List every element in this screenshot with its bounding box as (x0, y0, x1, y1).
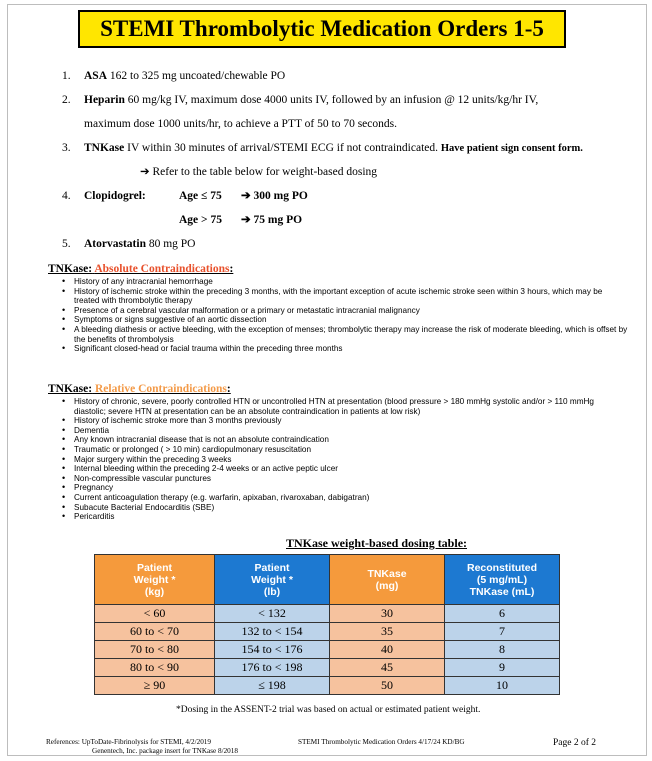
table-row (95, 605, 560, 623)
cell-weight-kg: ≥ 90 (95, 677, 215, 695)
order-tnkase (62, 141, 632, 180)
heading-title: Absolute Contraindications (94, 263, 230, 275)
cell-weight-lb: < 132 (215, 605, 330, 623)
relative-contraindications (48, 383, 628, 522)
reference-2: Genentech, Inc. package insert for TNKase 8/2018 (92, 746, 238, 755)
order-number: 4. (62, 190, 71, 202)
contraindication-item: • Traumatic or prolonged ( > 10 min) cardiopulmonary resuscitation (48, 445, 628, 455)
cell-weight-lb: 154 to < 176 (215, 641, 330, 659)
relative-list (48, 397, 628, 522)
cell-reconstituted-ml: 8 (445, 641, 560, 659)
order-atorvastatin (62, 237, 632, 252)
contraindication-item: • Dementia (48, 426, 628, 436)
cell-weight-kg: 60 to < 70 (95, 623, 215, 641)
footer-references (46, 738, 238, 755)
order-number: 2. (62, 94, 71, 106)
consent-note: Have patient sign consent form. (440, 143, 583, 154)
heading-prefix: TNKase: (48, 383, 93, 395)
cell-tnkase-mg: 45 (330, 659, 445, 677)
header-weight-kg: Patient Weight * (kg) (95, 555, 215, 605)
dosing-table-title: TNKase weight-based dosing table: (286, 536, 468, 550)
cell-weight-kg: < 60 (95, 605, 215, 623)
cell-weight-kg: 80 to < 90 (95, 659, 215, 677)
order-drug-name: TNKase (84, 142, 125, 154)
order-text: IV within 30 minutes of arrival/STEMI ECG if not contraindicated. (124, 142, 441, 154)
absolute-list (48, 277, 628, 354)
contraindication-item: • Pericarditis (48, 512, 628, 522)
cell-weight-lb: ≤ 198 (215, 677, 330, 695)
order-clopidogrel (62, 189, 632, 228)
page-title: STEMI Thrombolytic Medication Orders 1-5 (78, 10, 566, 48)
table-row (95, 659, 560, 677)
header-reconstituted-ml: Reconstituted (5 mg/mL) TNKase (mL) (445, 555, 560, 605)
contraindication-item: • History of any intracranial hemorrhage (48, 277, 628, 287)
document-page (7, 4, 647, 756)
cell-tnkase-mg: 35 (330, 623, 445, 641)
absolute-heading (48, 263, 628, 276)
order-number: 3. (62, 142, 71, 154)
table-row (95, 623, 560, 641)
contraindication-item: • Major surgery within the preceding 3 weeks (48, 455, 628, 465)
reference-1: References: UpToDate-Fibrinolysis for STEMI, 4/2/2019 (46, 738, 211, 746)
contraindication-item: • Subacute Bacterial Endocarditis (SBE) (48, 503, 628, 513)
relative-heading (48, 383, 628, 396)
cell-reconstituted-ml: 6 (445, 605, 560, 623)
order-text: 80 mg PO (145, 238, 196, 250)
contraindication-item: • Internal bleeding within the preceding 2-4 weeks or an active peptic ulcer (48, 464, 628, 474)
table-row (95, 677, 560, 695)
orders-list (62, 69, 632, 252)
cell-weight-kg: 70 to < 80 (95, 641, 215, 659)
order-asa (62, 69, 632, 84)
contraindication-item: • History of ischemic stroke within the preceding 3 months, with the important exception of acute ischemic stroke seen within 3 hours, which may be treated with thrombolytic therapy (48, 287, 628, 306)
cell-reconstituted-ml: 10 (445, 677, 560, 695)
cell-reconstituted-ml: 7 (445, 623, 560, 641)
contraindication-item: • Presence of a cerebral vascular malformation or a primary or metastatic intracranial malignancy (48, 306, 628, 316)
contraindication-item: • Pregnancy (48, 483, 628, 493)
order-drug-name: Heparin (84, 94, 125, 106)
clopidogrel-age-1: Age ≤ 75 (179, 190, 222, 202)
header-tnkase-mg: TNKase (mg) (330, 555, 445, 605)
heading-colon: : (229, 263, 234, 275)
order-number: 1. (62, 70, 71, 82)
contraindication-item: • A bleeding diathesis or active bleeding, with the exception of menses; thrombolytic therapy may increase the risk of moderate bleeding, which is offset by the benefits of thrombolysis (48, 325, 628, 344)
contraindication-item: • History of ischemic stroke more than 3 months previously (48, 416, 628, 426)
contraindication-item: • Symptoms or signs suggestive of an aortic dissection (48, 315, 628, 325)
order-text: 162 to 325 mg uncoated/chewable PO (107, 70, 286, 82)
cell-tnkase-mg: 50 (330, 677, 445, 695)
absolute-contraindications (48, 263, 628, 354)
order-text-continued: maximum dose 1000 units/hr, to achieve a PTT of 50 to 70 seconds. (84, 118, 397, 130)
order-text: 60 mg/kg IV, maximum dose 4000 units IV, followed by an infusion @ 12 units/kg/hr IV, (124, 94, 539, 106)
dosing-footnote: *Dosing in the ASSENT-2 trial was based on actual or estimated patient weight. (176, 705, 481, 715)
contraindication-item: • Current anticoagulation therapy (e.g. warfarin, apixaban, rivaroxaban, dabigatran) (48, 493, 628, 503)
contraindication-item: • History of chronic, severe, poorly controlled HTN or uncontrolled HTN at presentation (blood pressure > 180 mmHg systolic and/or > 110 mmHg diastolic; severe HTN at presentation can be an absolute contraindication in patients at low risk) (48, 397, 628, 416)
contraindication-item: • Non-compressible vascular punctures (48, 474, 628, 484)
cell-weight-lb: 132 to < 154 (215, 623, 330, 641)
header-weight-lb: Patient Weight * (lb) (215, 555, 330, 605)
contraindication-item: • Any known intracranial disease that is not an absolute contraindication (48, 435, 628, 445)
dosing-table (94, 554, 560, 695)
heading-title: Relative Contraindications (94, 383, 227, 395)
dosing-reference: ➔ Refer to the table below for weight-based dosing (140, 166, 378, 178)
order-drug-name: Atorvastatin (84, 238, 146, 250)
clopidogrel-dose-1: ➔ 300 mg PO (241, 190, 308, 202)
order-number: 5. (62, 238, 71, 250)
cell-reconstituted-ml: 9 (445, 659, 560, 677)
cell-weight-lb: 176 to < 198 (215, 659, 330, 677)
order-heparin (62, 93, 632, 132)
table-row (95, 641, 560, 659)
order-drug-name: Clopidogrel: (84, 190, 146, 202)
page-number: Page 2 of 2 (553, 738, 597, 748)
cell-tnkase-mg: 30 (330, 605, 445, 623)
cell-tnkase-mg: 40 (330, 641, 445, 659)
order-drug-name: ASA (84, 70, 108, 82)
heading-colon: : (226, 383, 231, 395)
clopidogrel-dose-2: ➔ 75 mg PO (241, 214, 303, 226)
heading-prefix: TNKase: (48, 263, 93, 275)
contraindication-item: • Significant closed-head or facial trauma within the preceding three months (48, 344, 628, 354)
clopidogrel-age-2: Age > 75 (179, 214, 222, 226)
footer-doc-id: STEMI Thrombolytic Medication Orders 4/17/24 KD/BG (298, 738, 465, 746)
